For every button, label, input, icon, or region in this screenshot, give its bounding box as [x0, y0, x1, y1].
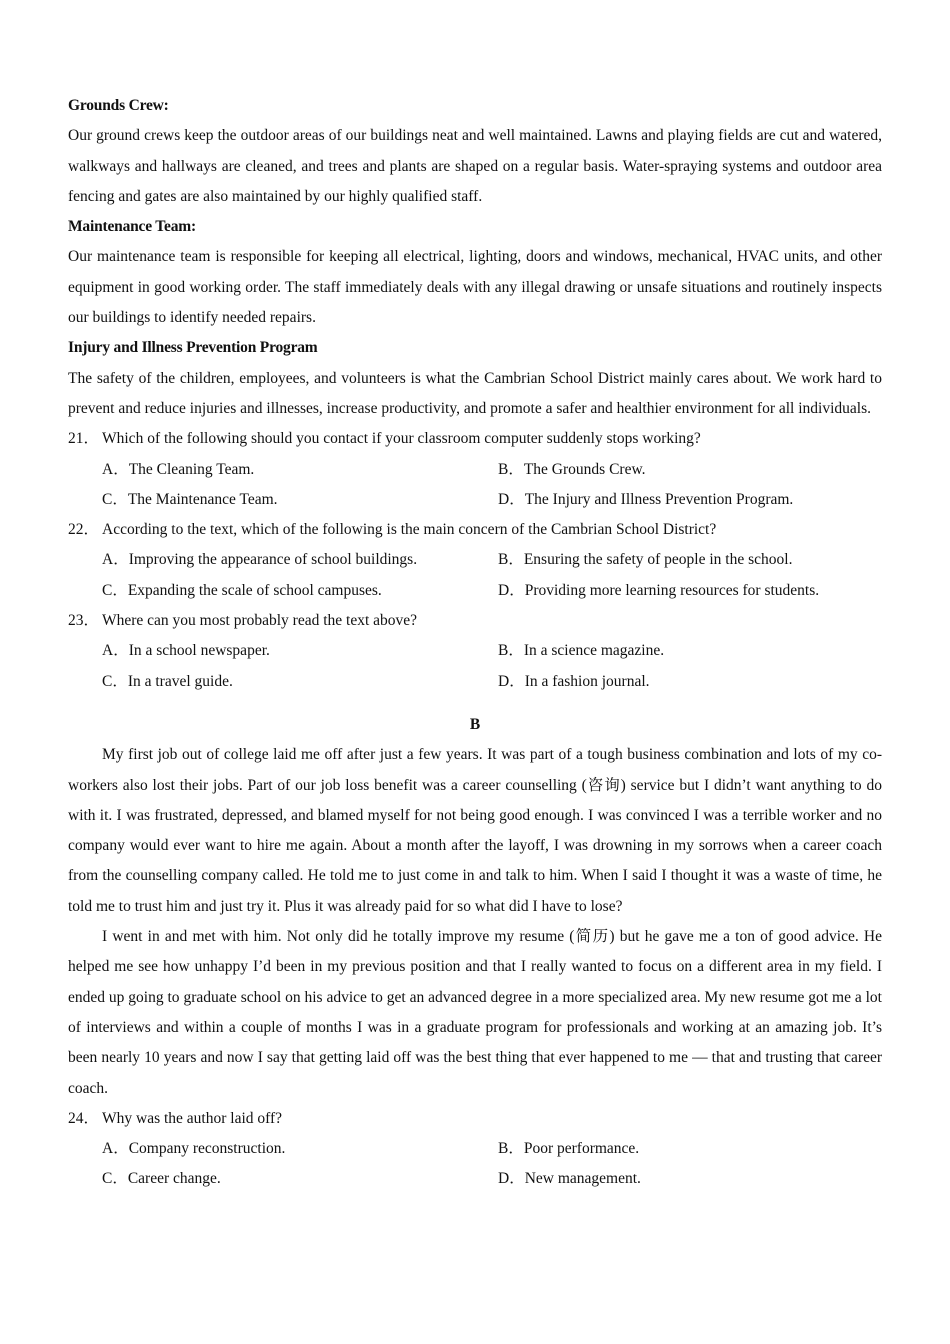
question-text: Which of the following should you contact if your classroom computer suddenly stops working?: [102, 430, 701, 448]
question-number: 23．: [68, 612, 100, 630]
grounds-crew-heading: Grounds Crew:: [68, 97, 169, 114]
option-b[interactable]: B．The Grounds Crew.: [498, 460, 646, 478]
maintenance-team-text: Our maintenance team is responsible for keeping all electrical, lighting, doors and windows, mechanical, HVAC units, and other equipment in good working order. The staff immediately deals with any illegal drawing or unsafe situations and routinely inspects our buildings to identify needed repairs.: [68, 248, 882, 327]
question-24: [68, 1104, 882, 1195]
passage-b-label: B: [469, 715, 481, 733]
question-number: 24．: [68, 1109, 100, 1127]
grounds-crew-text: Our ground crews keep the outdoor areas of our buildings neat and well maintained. Lawns and playing fields are cut and watered, walkways and hallways are cleaned, and trees and plants are shaped on a regular basis. Water-spraying systems and outdoor area fencing and gates are also maintained by our highly qualified staff.: [68, 127, 882, 205]
question-21: [68, 424, 882, 515]
option-c[interactable]: C．Expanding the scale of school campuses.: [102, 581, 382, 599]
injury-program-text: The safety of the children, employees, and volunteers is what the Cambrian School District mainly cares about. We work hard to prevent and reduce injuries and illnesses, increase productivity, and promote a safer and healthier environment for all individuals.: [68, 369, 882, 417]
option-d[interactable]: D．In a fashion journal.: [498, 672, 650, 690]
option-d[interactable]: D．New management.: [498, 1170, 641, 1188]
option-a[interactable]: A．Improving the appearance of school buildings.: [102, 551, 418, 569]
question-text: Where can you most probably read the text above?: [102, 612, 418, 630]
option-b[interactable]: B．Poor performance.: [498, 1140, 640, 1158]
question-text: Why was the author laid off?: [102, 1109, 283, 1127]
question-number: 21．: [68, 430, 100, 448]
question-text: According to the text, which of the following is the main concern of the Cambrian School District?: [102, 521, 717, 539]
option-c[interactable]: C．The Maintenance Team.: [102, 490, 278, 508]
passage-b-paragraph-2: I went in and met with him. Not only did he totally improve my resume (简历) but he gave me a ton of good advice. He helped me see how unhappy I’d been in my previous position and that I really wanted to focus on a different area in my field. I ended up going to graduate school on his advice to get an advanced degree in a more specialized area. My new resume got me a lot of interviews and within a couple of months I was in a graduate program for professionals and working at an amazing job. It’s been nearly 10 years and now I say that getting laid off was the best thing that ever happened to me — that and trusting that career coach.: [68, 928, 882, 1097]
question-number: 22．: [68, 521, 100, 539]
option-d[interactable]: D．The Injury and Illness Prevention Program.: [498, 490, 794, 508]
option-a[interactable]: A．In a school newspaper.: [102, 642, 270, 660]
passage-b-paragraph-1: My first job out of college laid me off after just a few years. It was part of a tough business combination and lots of my co-workers also lost their jobs. Part of our job loss benefit was a career counselling (咨询) service but I didn’t want anything to do with it. I was frustrated, depressed, and blamed myself for not being good enough. I was convinced I was a terrible worker and no company would ever want to hire me again. About a month after the layoff, I was drowning in my sorrows when a career coach from the counselling company called. He told me to just come in and talk to him. When I said I thought it was a waste of time, he told me to trust him and just try it. Plus it was already paid for so what did I have to lose?: [68, 746, 882, 915]
option-d[interactable]: D．Providing more learning resources for students.: [498, 581, 820, 599]
option-c[interactable]: C．Career change.: [102, 1170, 221, 1188]
injury-program-heading: Injury and Illness Prevention Program: [68, 339, 318, 357]
maintenance-team-heading: Maintenance Team:: [68, 218, 196, 236]
question-22: [68, 515, 882, 606]
option-c[interactable]: C．In a travel guide.: [102, 672, 233, 690]
option-b[interactable]: B．In a science magazine.: [498, 642, 665, 660]
document-page: [68, 91, 882, 1195]
option-a[interactable]: A．The Cleaning Team.: [102, 460, 255, 478]
option-a[interactable]: A．Company reconstruction.: [102, 1140, 286, 1158]
option-b[interactable]: B．Ensuring the safety of people in the school.: [498, 551, 793, 569]
question-23: [68, 606, 882, 697]
